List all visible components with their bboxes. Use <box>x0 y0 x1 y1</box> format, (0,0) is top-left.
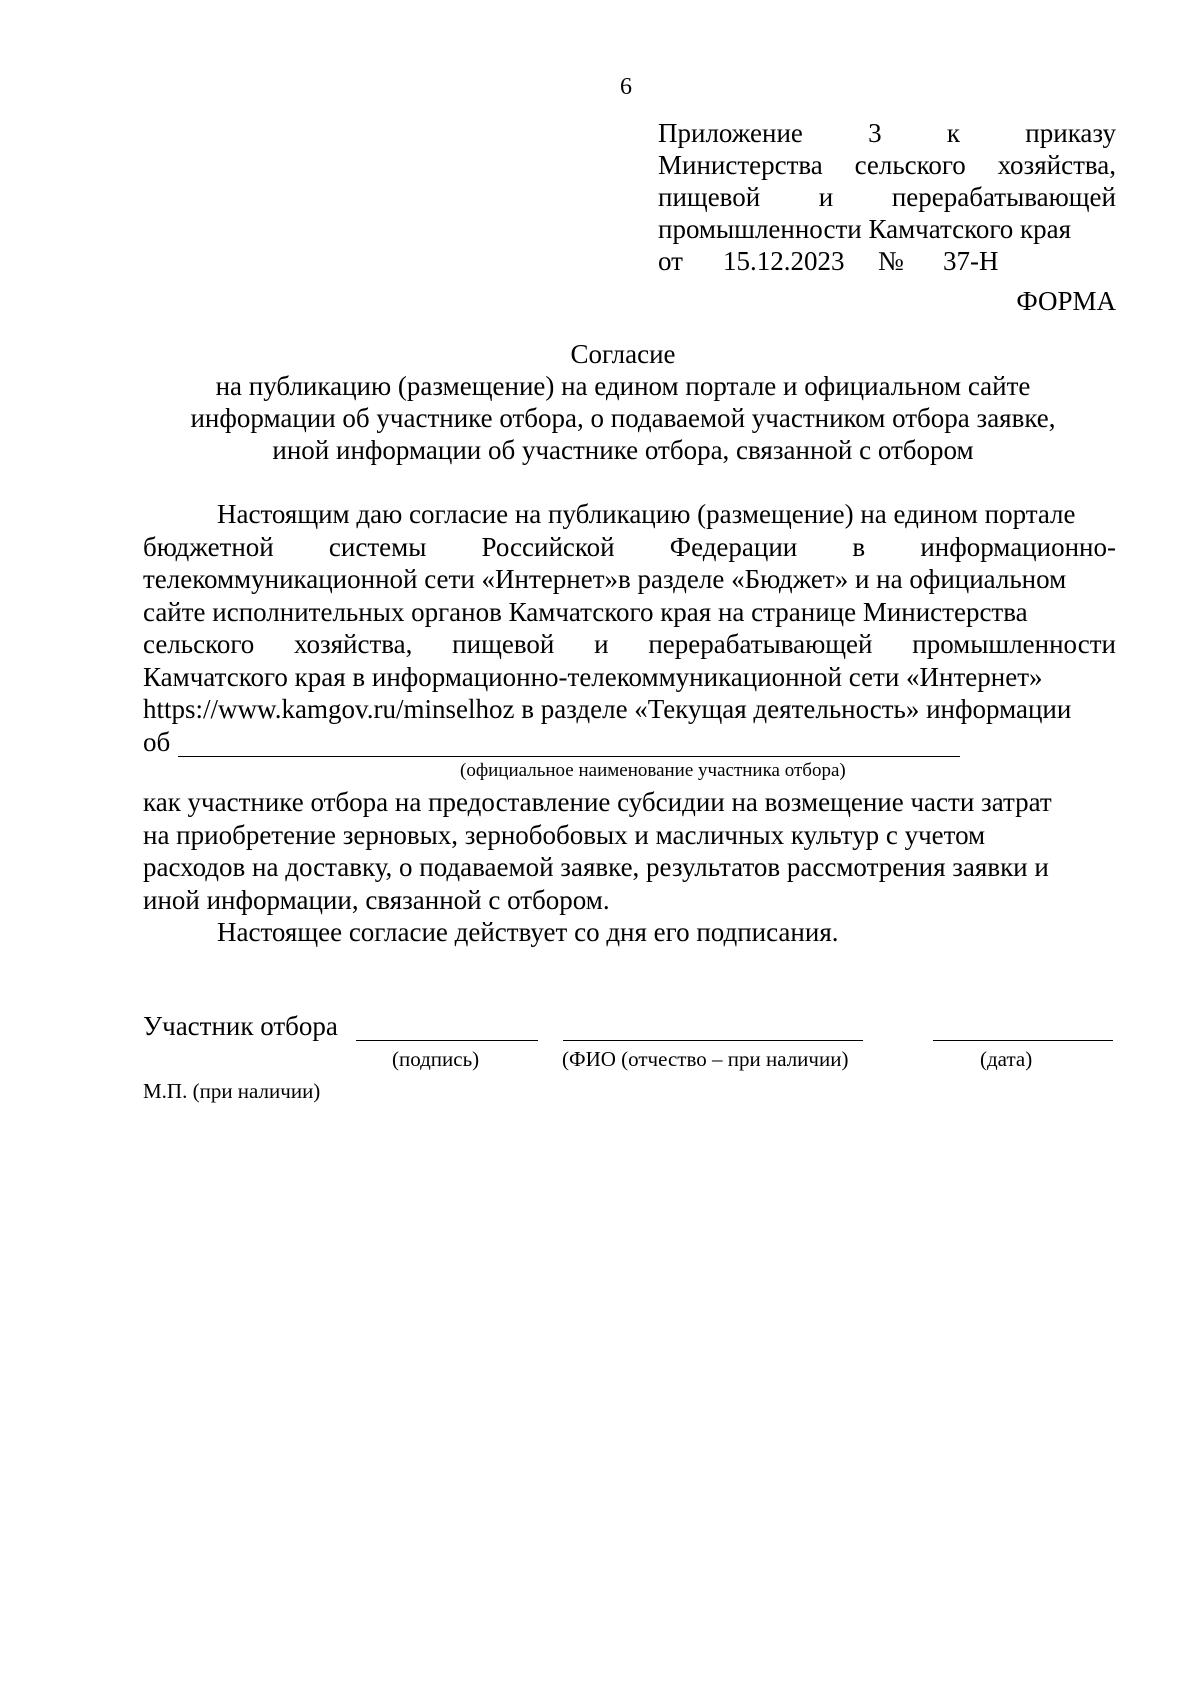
signature-blank <box>356 1040 538 1041</box>
appendix-word: 3 <box>868 118 882 148</box>
date-caption: (дата) <box>980 1047 1033 1071</box>
appendix-word: и <box>818 182 834 212</box>
appendix-word: сельского <box>854 150 966 180</box>
body-word: информационно- <box>920 531 1116 562</box>
appendix-word: Министерства <box>658 150 823 180</box>
participant-name-blank <box>178 756 960 757</box>
body-word: пищевой <box>452 629 555 659</box>
body-line <box>143 531 1116 564</box>
name-caption: (ФИО (отчество – при наличии) <box>562 1047 849 1071</box>
appendix-line-2 <box>658 149 1116 181</box>
document-title <box>130 338 1116 466</box>
body-word: Федерации <box>669 531 798 562</box>
validity-paragraph: Настоящее согласие действует со дня его подписания. <box>217 917 839 947</box>
stamp-note: М.П. (при наличии) <box>143 1079 321 1103</box>
body-line: телекоммуникационной сети «Интернет»в разделе «Бюджет» и на официальном <box>143 564 1067 594</box>
body-word: системы <box>328 531 427 562</box>
appendix-line-3 <box>658 181 1116 213</box>
order-date: 15.12.2023 <box>723 246 845 276</box>
body-word: и <box>594 629 609 659</box>
consent-body <box>143 498 1116 949</box>
body-line: Камчатского края в информационно-телекоммуникационной сети «Интернет» <box>143 661 1043 692</box>
ob-label: об <box>143 726 171 757</box>
appendix-word: приказу <box>1025 118 1116 148</box>
body-line: Настоящим даю согласие на публикацию (размещение) на едином портале <box>217 499 1076 529</box>
body-line: иной информации, связанной с отбором. <box>143 884 610 915</box>
title-line: информации об участнике отбора, о подаваемой участником отбора заявке, <box>190 403 1056 433</box>
number-sign: № <box>878 246 904 276</box>
body-word: сельского <box>143 629 255 659</box>
appendix-date-line <box>658 245 1116 277</box>
appendix-word: пищевой <box>658 182 761 212</box>
appendix-word: Приложение <box>658 118 803 148</box>
title-heading: Согласие <box>570 339 676 369</box>
appendix-line-1 <box>658 117 1116 149</box>
page-number: 6 <box>620 74 632 100</box>
body-word: хозяйства, <box>293 629 413 659</box>
body-word: в <box>852 531 866 562</box>
title-line: иной информации об участнике отбора, связанной с отбором <box>272 435 974 465</box>
signature-caption: (подпись) <box>392 1047 480 1071</box>
signature-row <box>143 1010 1116 1044</box>
appendix-word: хозяйства, <box>997 150 1116 180</box>
body-line: как участнике отбора на предоставление субсидии на возмещение части затрат <box>143 787 1052 817</box>
date-blank <box>933 1040 1113 1041</box>
body-line: расходов на доставку, о подаваемой заявке, результатов рассмотрения заявки и <box>143 852 1049 882</box>
body-line: на приобретение зерновых, зернобобовых и масличных культур с учетом <box>143 819 986 850</box>
body-line: https://www.kamgov.ru/minselhoz в разделе «Текущая деятельность» информации <box>143 694 1072 724</box>
body-word: Российской <box>481 531 615 562</box>
title-line: на публикацию (размещение) на едином портале и официальном сайте <box>215 371 1031 401</box>
appendix-line-4: промышленности Камчатского края <box>658 214 1072 244</box>
body-line: сайте исполнительных органов Камчатского края на странице Министерства <box>143 596 1028 627</box>
appendix-word: к <box>946 118 961 148</box>
appendix-header <box>658 117 1116 277</box>
body-line <box>143 628 1116 661</box>
body-word: бюджетной <box>143 531 274 562</box>
body-word: перерабатывающей <box>648 629 873 659</box>
date-prefix: от <box>658 246 683 276</box>
signature-captions <box>143 1046 1116 1074</box>
participant-name-hint: (официальное наименование участника отбора) <box>460 760 846 781</box>
participant-name-line <box>143 726 1116 759</box>
name-blank <box>563 1040 863 1041</box>
participant-label: Участник отбора <box>143 1011 338 1041</box>
body-word: промышленности <box>912 629 1116 659</box>
order-number: 37-Н <box>943 246 999 276</box>
appendix-word: перерабатывающей <box>891 182 1116 212</box>
form-label: ФОРМА <box>1016 286 1116 316</box>
